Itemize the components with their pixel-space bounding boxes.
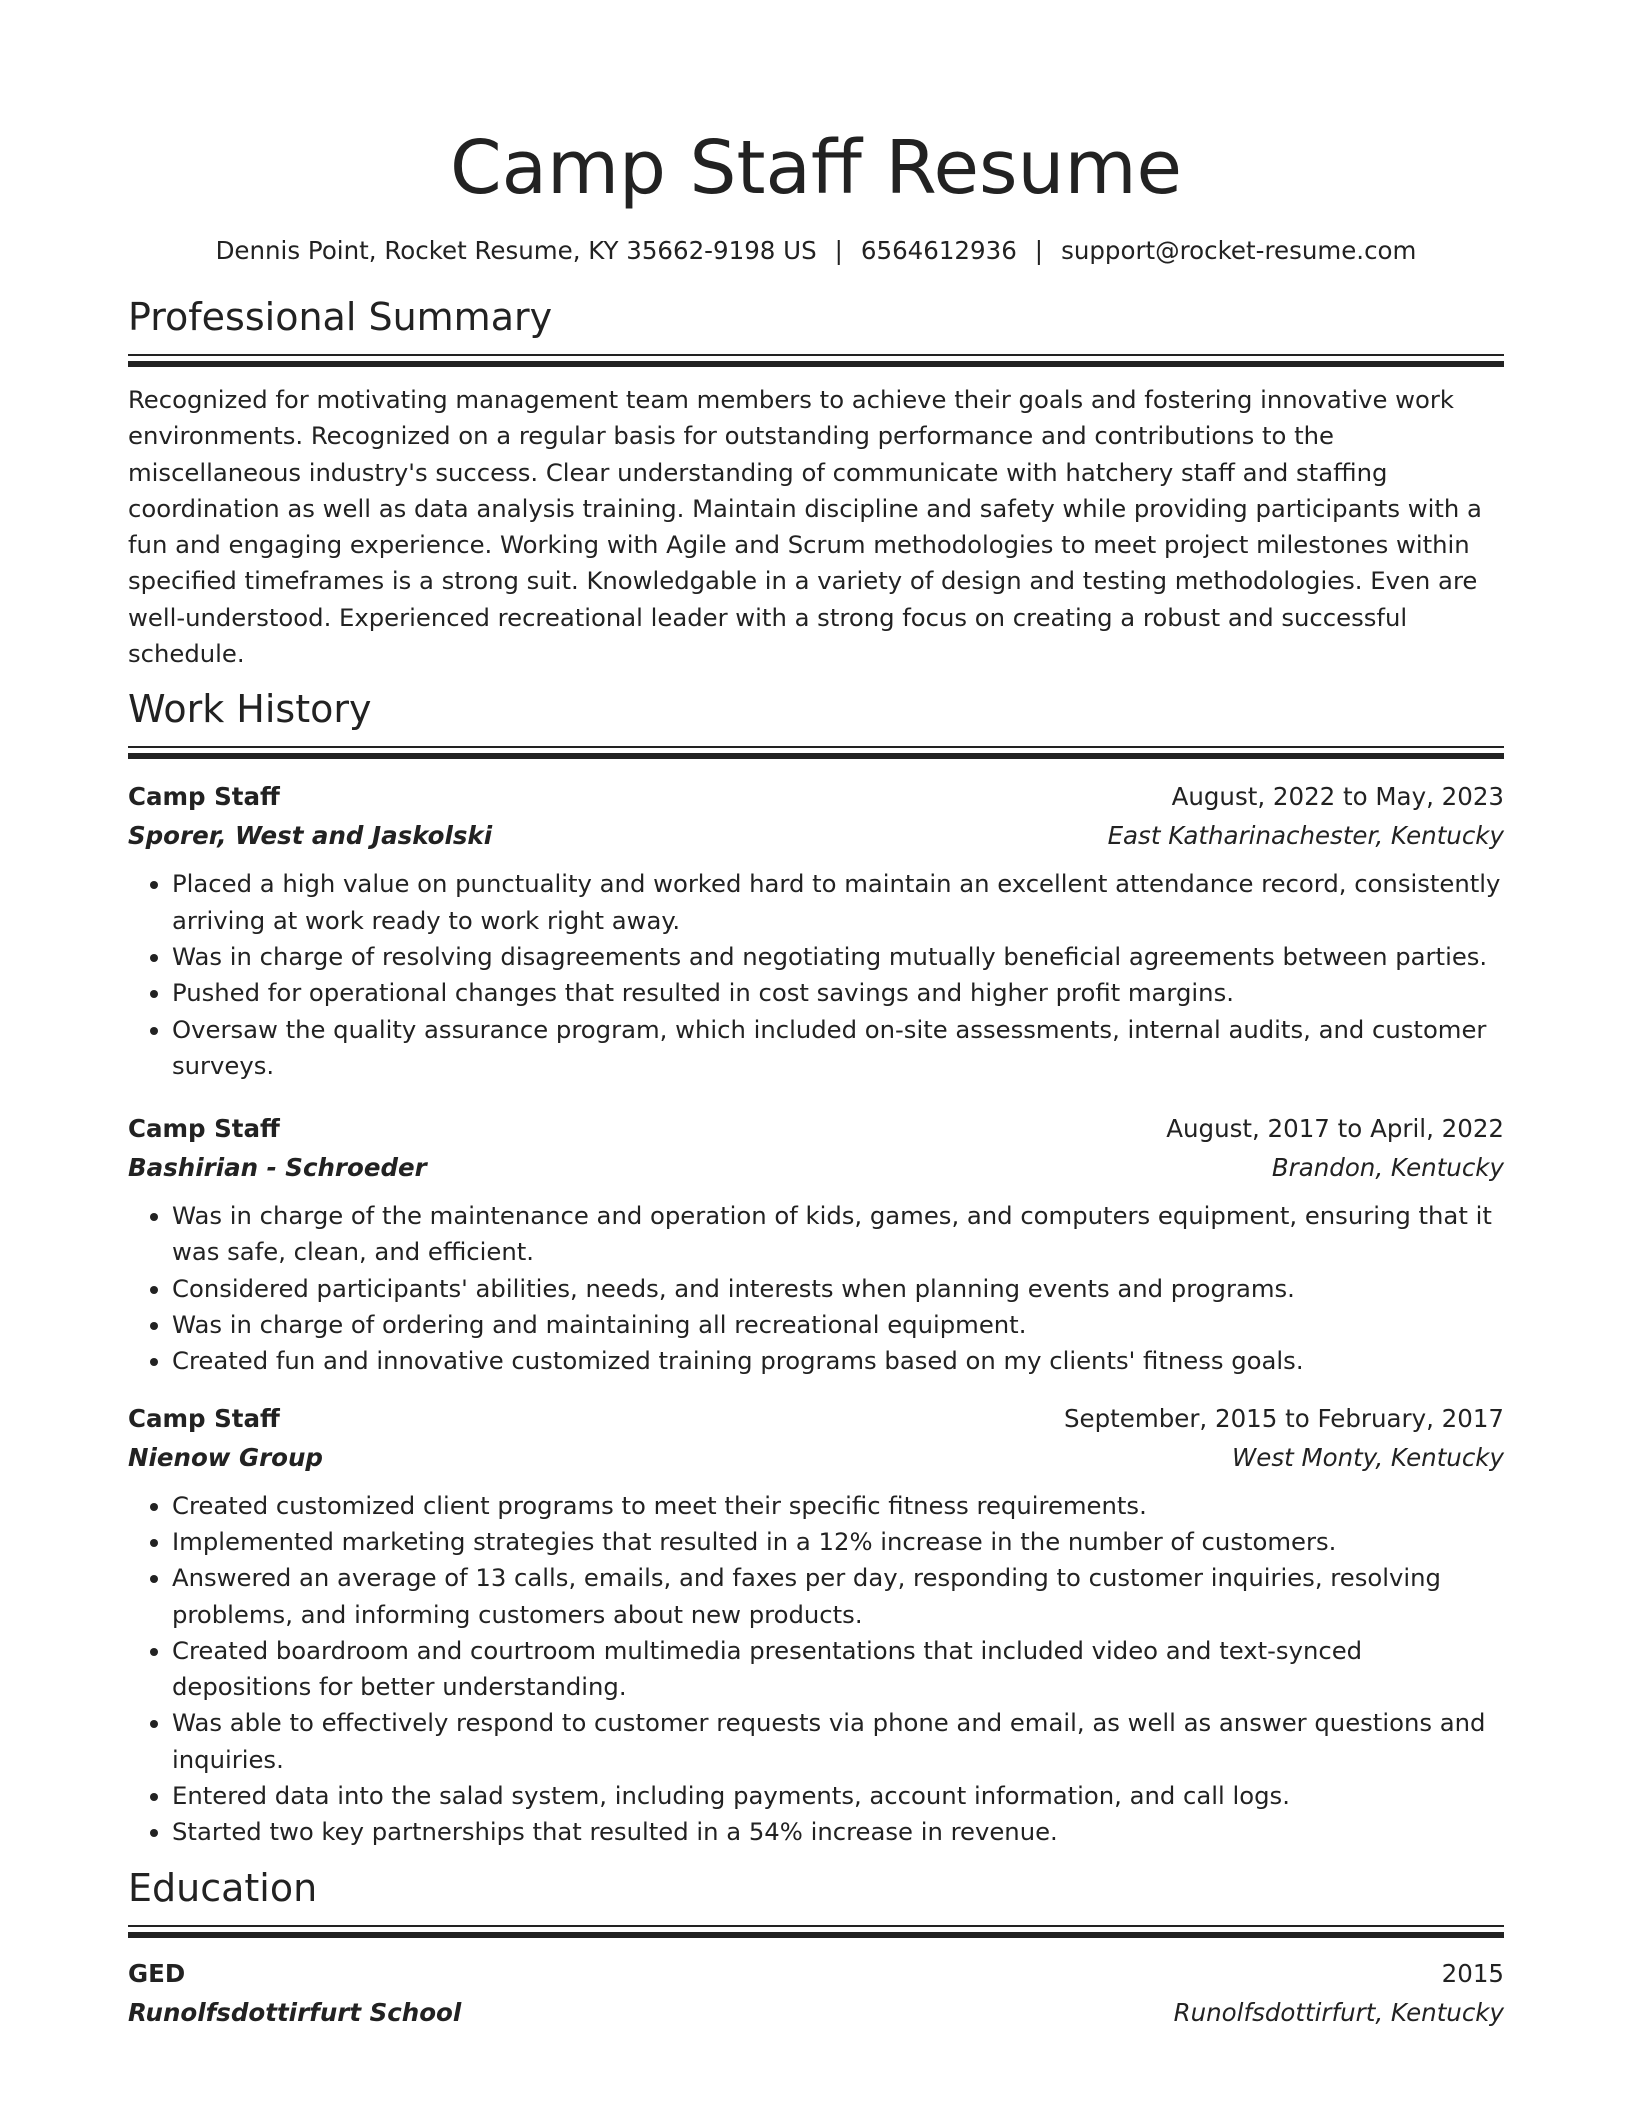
job-bullet: • Created boardroom and courtroom multimedia presentations that included video and text-synced depositions for better understanding. — [172, 1633, 1504, 1706]
job-bullet: • Placed a high value on punctuality and worked hard to maintain an excellent attendance record, consistently arriving at work ready to work right away. — [172, 866, 1504, 939]
job-dates: September, 2015 to February, 2017 — [1063, 1403, 1504, 1433]
summary-section — [128, 294, 1504, 672]
education-degree: GED — [128, 1958, 186, 1988]
job-dates: August, 2022 to May, 2023 — [1171, 782, 1504, 812]
job-bullets — [128, 1488, 1504, 1851]
contact-email: support@rocket-resume.com — [1061, 236, 1417, 265]
job-location: West Monty, Kentucky — [1232, 1442, 1504, 1472]
education-school: Runolfsdottirfurt School — [128, 1997, 462, 2027]
education-section — [128, 1865, 1504, 2033]
job-title: Camp Staff — [128, 782, 280, 812]
job-bullet: • Was able to effectively respond to customer requests via phone and email, as well as answer questions and inquiries. — [172, 1705, 1504, 1778]
contact-separator: | — [1034, 236, 1044, 265]
education-year: 2015 — [1441, 1958, 1504, 1988]
job-entry — [128, 1400, 1504, 1851]
job-bullet: • Entered data into the salad system, including payments, account information, and call logs. — [172, 1778, 1504, 1814]
contact-address: Dennis Point, Rocket Resume, KY 35662-9198 US — [215, 236, 817, 265]
job-company: Sporer, West and Jaskolski — [128, 821, 493, 851]
job-bullets — [128, 1198, 1504, 1379]
job-company: Bashirian - Schroeder — [128, 1153, 427, 1183]
job-bullet: • Was in charge of resolving disagreements and negotiating mutually beneficial agreements between parties. — [172, 939, 1504, 975]
job-entry — [128, 1110, 1504, 1379]
job-bullet: • Oversaw the quality assurance program, which included on-site assessments, internal audits, and customer surveys. — [172, 1012, 1504, 1085]
job-title: Camp Staff — [128, 1403, 280, 1433]
contact-line — [128, 234, 1504, 268]
work-history-heading: Work History — [128, 687, 372, 732]
education-location: Runolfsdottirfurt, Kentucky — [1173, 1997, 1504, 2027]
summary-text: Recognized for motivating management team members to achieve their goals and fostering innovative work environments. Recognized on a regular basis for outstanding performance and contributions to the miscellaneous industry's success. Clear understanding of communicate with hatchery staff and staffing coordination as well as data analysis training. Maintain discipline and safety while providing participants with a fun and engaging experience. Working with Agile and Scrum methodologies to meet project milestones within specified timeframes is a strong suit. Knowledgable in a variety of design and testing methodologies. Even are well-understood. Experienced recreational leader with a strong focus on creating a robust and successful schedule. — [128, 385, 1482, 669]
job-bullet: • Started two key partnerships that resulted in a 54% increase in revenue. — [172, 1814, 1504, 1850]
job-bullet: • Implemented marketing strategies that resulted in a 12% increase in the number of customers. — [172, 1524, 1504, 1560]
education-heading: Education — [128, 1865, 318, 1910]
job-bullet: • Considered participants' abilities, needs, and interests when planning events and programs. — [172, 1271, 1504, 1307]
contact-phone: 6564612936 — [860, 236, 1017, 265]
education-entry — [128, 1955, 1504, 2033]
section-divider — [128, 746, 1504, 760]
section-divider — [128, 354, 1504, 368]
job-location: Brandon, Kentucky — [1271, 1153, 1504, 1183]
job-bullet: • Was in charge of the maintenance and operation of kids, games, and computers equipment, ensuring that it was safe, clean, and efficient. — [172, 1198, 1504, 1271]
job-entry — [128, 778, 1504, 1084]
job-title: Camp Staff — [128, 1114, 280, 1144]
job-bullet: • Pushed for operational changes that resulted in cost savings and higher profit margins. — [172, 975, 1504, 1011]
job-dates: August, 2017 to April, 2022 — [1166, 1114, 1504, 1144]
work-history-section — [128, 686, 1504, 1850]
resume-title: Camp Staff Resume — [449, 125, 1183, 211]
job-bullet: • Answered an average of 13 calls, emails, and faxes per day, responding to customer inquiries, resolving problems, and informing customers about new products. — [172, 1560, 1504, 1633]
contact-separator: | — [834, 236, 843, 265]
section-divider — [128, 1925, 1504, 1939]
job-bullet: • Was in charge of ordering and maintaining all recreational equipment. — [172, 1307, 1504, 1343]
job-location: East Katharinachester, Kentucky — [1107, 821, 1504, 851]
job-bullet: • Created fun and innovative customized training programs based on my clients' fitness goals. — [172, 1343, 1504, 1379]
job-bullet: • Created customized client programs to meet their specific fitness requirements. — [172, 1488, 1504, 1524]
resume-page — [128, 0, 1504, 2033]
job-bullets — [128, 866, 1504, 1084]
job-company: Nienow Group — [128, 1442, 323, 1472]
summary-heading: Professional Summary — [128, 295, 553, 339]
